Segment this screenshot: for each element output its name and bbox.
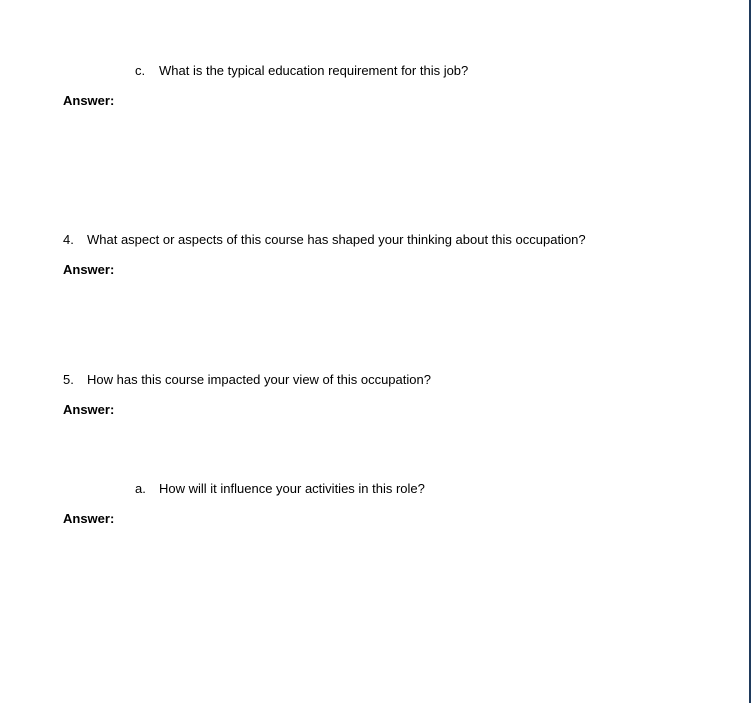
question-text: What aspect or aspects of this course has shaped your thinking about this occupation? bbox=[87, 232, 586, 247]
question-4 bbox=[63, 232, 586, 248]
answer-label: Answer: bbox=[63, 402, 115, 417]
question-text: What is the typical education requirement for this job? bbox=[159, 63, 469, 78]
question-text: How has this course impacted your view of this occupation? bbox=[87, 372, 431, 387]
question-5 bbox=[63, 372, 431, 388]
question-marker: 4. bbox=[63, 232, 74, 247]
question-c bbox=[135, 63, 468, 79]
answer-label: Answer: bbox=[63, 93, 115, 108]
question-marker: a. bbox=[135, 481, 146, 496]
question-a bbox=[135, 481, 425, 497]
question-text: How will it influence your activities in this role? bbox=[159, 481, 425, 496]
answer-label: Answer: bbox=[63, 511, 115, 526]
question-marker: 5. bbox=[63, 372, 74, 387]
answer-label: Answer: bbox=[63, 262, 115, 277]
question-marker: c. bbox=[135, 63, 146, 78]
